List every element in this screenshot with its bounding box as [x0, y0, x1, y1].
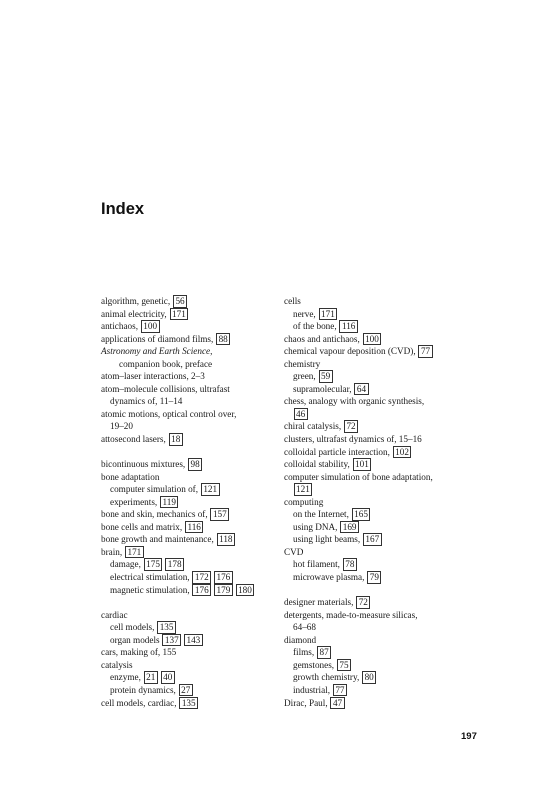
entry-text: cell models, [110, 622, 157, 633]
entry-text: chaos and antichaos, [284, 333, 363, 344]
entry-text: , [210, 346, 213, 357]
page-reference-link[interactable]: 102 [393, 446, 412, 459]
page-reference-link[interactable]: 171 [125, 546, 144, 559]
index-entry [284, 446, 462, 459]
entry-text: films, [293, 647, 317, 658]
entry-text: bone adaptation [101, 471, 160, 482]
index-entry [101, 697, 279, 710]
index-entry [284, 420, 462, 433]
page-reference-link[interactable]: 77 [418, 345, 432, 358]
entry-text: algorithm, genetic, [101, 296, 173, 306]
entry-text: protein dynamics, [110, 684, 179, 695]
index-entry [284, 295, 462, 308]
page-reference-link[interactable]: 56 [173, 295, 187, 308]
index-entry [101, 659, 279, 672]
entry-text: experiments, [110, 496, 160, 507]
index-entry [284, 308, 462, 321]
index-entry [101, 370, 279, 383]
page-reference-link[interactable]: 116 [185, 521, 203, 534]
entry-text: detergents, made-to-measure silicas, [284, 609, 418, 620]
page-reference-link[interactable]: 171 [170, 308, 189, 321]
page-reference-link[interactable]: 101 [353, 458, 372, 471]
index-entry [284, 433, 462, 446]
page-reference-link[interactable]: 18 [169, 433, 183, 446]
entry-text: atom–molecule collisions, ultrafast [101, 383, 230, 394]
index-entry [284, 609, 462, 622]
index-entry [284, 471, 462, 484]
index-entry [284, 533, 462, 546]
entry-text: companion book, preface [119, 358, 213, 369]
entry-text: designer materials, [284, 597, 356, 608]
index-entry [101, 320, 279, 333]
entry-text: green, [293, 371, 318, 382]
entry-text: chess, analogy with organic synthesis, [284, 396, 425, 407]
index-entry [284, 659, 462, 672]
index-entry [101, 558, 279, 571]
page-number: 197 [461, 731, 477, 742]
page-reference-link[interactable]: 178 [165, 558, 184, 571]
page-reference-link[interactable]: 47 [330, 697, 344, 710]
page-reference-link[interactable]: 98 [188, 458, 202, 471]
index-entry [101, 408, 279, 421]
index-entry [101, 571, 279, 584]
page-reference-link[interactable]: 75 [337, 659, 351, 672]
index-entry [284, 596, 462, 609]
page-reference-link[interactable]: 46 [294, 408, 308, 421]
index-entry [284, 370, 462, 383]
page-reference-link[interactable]: 87 [317, 646, 331, 659]
page-reference-link[interactable]: 137 [162, 634, 181, 647]
entry-text: bone cells and matrix, [101, 521, 185, 532]
page-reference-link[interactable]: 121 [294, 483, 313, 496]
entry-text: attosecond lasers, [101, 434, 169, 445]
index-entry [101, 395, 279, 408]
index-entry [284, 395, 462, 408]
entry-text: chiral catalysis, [284, 421, 344, 432]
page-reference-link[interactable]: 80 [362, 671, 376, 684]
entry-text: diamond [284, 634, 317, 645]
page-reference-link[interactable]: 64 [354, 383, 368, 396]
entry-text: Dirac, Paul, [284, 697, 330, 708]
page-reference-link[interactable]: 165 [352, 508, 371, 521]
index-entry [101, 646, 279, 659]
page-reference-link[interactable]: 169 [340, 521, 359, 534]
entry-text: nerve, [293, 308, 318, 319]
page-reference-link[interactable]: 175 [144, 558, 163, 571]
entry-text: growth chemistry, [293, 672, 362, 683]
index-entry [101, 609, 279, 622]
entry-text: electrical stimulation, [110, 572, 192, 583]
page-reference-link[interactable]: 171 [319, 308, 338, 321]
index-entry [284, 546, 462, 559]
index-entry [101, 420, 279, 433]
entry-text: organ models [110, 634, 162, 645]
index-entry [284, 671, 462, 684]
entry-spacer [101, 446, 279, 459]
entry-text: 64–68 [293, 622, 316, 633]
page-reference-link[interactable]: 40 [161, 671, 175, 684]
entry-text: gemstones, [293, 659, 337, 670]
entry-text: bicontinuous mixtures, [101, 459, 188, 470]
index-entry [101, 471, 279, 484]
entry-text: atomic motions, optical control over, [101, 408, 237, 419]
page-reference-link[interactable]: 27 [179, 684, 193, 697]
entry-text: cars, making of, 155 [101, 647, 177, 658]
page-reference-link[interactable]: 176 [214, 571, 233, 584]
entry-text: supramolecular, [293, 383, 354, 394]
index-entry [101, 496, 279, 509]
index-entry [101, 333, 279, 346]
index-entry [101, 684, 279, 697]
page-reference-link[interactable]: 116 [339, 320, 357, 333]
index-entry [284, 496, 462, 509]
entry-text: of the bone, [293, 321, 339, 332]
entry-text: cells [284, 296, 301, 306]
index-entry [101, 584, 279, 597]
entry-text: computer simulation of bone adaptation, [284, 471, 433, 482]
index-entry [284, 320, 462, 333]
index-entry [101, 671, 279, 684]
entry-text: using DNA, [293, 521, 340, 532]
entry-text-italic: Astronomy and Earth Science [101, 346, 211, 357]
index-entry [284, 558, 462, 571]
index-entry [284, 521, 462, 534]
page-reference-link[interactable]: 167 [363, 533, 382, 546]
page-reference-link[interactable]: 88 [216, 333, 230, 346]
entry-text: hot filament, [293, 559, 343, 570]
index-entry [284, 358, 462, 371]
page-reference-link[interactable]: 180 [236, 584, 255, 597]
entry-text: cardiac [101, 609, 128, 620]
entry-spacer [101, 596, 279, 609]
index-entry [101, 621, 279, 634]
entry-text: chemical vapour deposition (CVD), [284, 346, 418, 357]
page-reference-link[interactable]: 172 [192, 571, 211, 584]
page-reference-link[interactable]: 21 [144, 671, 158, 684]
index-entry [284, 345, 462, 358]
index-entry [101, 546, 279, 559]
page-reference-link[interactable]: 119 [160, 496, 178, 509]
entry-text: using light beams, [293, 534, 363, 545]
page-reference-link[interactable]: 179 [214, 584, 233, 597]
entry-text: chemistry [284, 358, 321, 369]
entry-spacer [284, 584, 462, 597]
page-reference-link[interactable]: 59 [319, 370, 333, 383]
index-entry [101, 533, 279, 546]
index-entry [101, 634, 279, 647]
entry-text: animal electricity, [101, 308, 170, 319]
page-reference-link[interactable]: 72 [344, 420, 358, 433]
index-entry [101, 308, 279, 321]
entry-text: industrial, [293, 684, 333, 695]
index-entry [101, 508, 279, 521]
entry-text: computer simulation of, [110, 484, 201, 495]
index-entry [284, 458, 462, 471]
entry-text: catalysis [101, 659, 133, 670]
page-reference-link[interactable]: 78 [343, 558, 357, 571]
page-reference-link[interactable]: 79 [367, 571, 381, 584]
page-reference-link[interactable]: 77 [333, 684, 347, 697]
entry-text: on the Internet, [293, 509, 352, 520]
page-reference-link[interactable]: 121 [201, 483, 220, 496]
index-entry [101, 483, 279, 496]
entry-text: computing [284, 496, 324, 507]
index-entry [284, 383, 462, 396]
entry-text: magnetic stimulation, [110, 584, 192, 595]
index-entry [284, 408, 462, 421]
page-reference-link[interactable]: 157 [210, 508, 229, 521]
entry-text: colloidal stability, [284, 459, 353, 470]
entry-text: CVD [284, 546, 304, 557]
entry-text: antichaos, [101, 321, 141, 332]
page-reference-link[interactable]: 135 [157, 621, 176, 634]
entry-text: bone growth and maintenance, [101, 534, 217, 545]
index-entry [101, 383, 279, 396]
index-entry [101, 433, 279, 446]
page-reference-link[interactable]: 135 [179, 697, 198, 710]
index-entry [101, 358, 279, 371]
entry-text: microwave plasma, [293, 572, 367, 583]
index-column-left [101, 295, 279, 709]
page-reference-link[interactable]: 100 [141, 320, 160, 333]
index-entry [284, 508, 462, 521]
index-entry [101, 295, 279, 308]
index-entry [284, 684, 462, 697]
index-entry [284, 634, 462, 647]
page-reference-link[interactable]: 72 [356, 596, 370, 609]
entry-text: clusters, ultrafast dynamics of, 15–16 [284, 434, 422, 445]
entry-text: brain, [101, 546, 125, 557]
entry-text: colloidal particle interaction, [284, 446, 393, 457]
entry-text: dynamics of, 11–14 [110, 396, 183, 407]
index-entry [101, 521, 279, 534]
index-entry [284, 333, 462, 346]
entry-text: cell models, cardiac, [101, 697, 179, 708]
entry-text: applications of diamond films, [101, 333, 216, 344]
page-reference-link[interactable]: 143 [184, 634, 203, 647]
entry-text: 19–20 [110, 421, 133, 432]
entry-text: atom–laser interactions, 2–3 [101, 371, 205, 382]
index-entry [284, 483, 462, 496]
entry-text: damage, [110, 559, 144, 570]
index-entry [284, 646, 462, 659]
index-entry [101, 458, 279, 471]
entry-text: enzyme, [110, 672, 144, 683]
index-entry [284, 571, 462, 584]
index-entry [101, 345, 279, 358]
index-entry [284, 621, 462, 634]
index-column-right [284, 295, 462, 709]
page-reference-link[interactable]: 118 [217, 533, 235, 546]
page-reference-link[interactable]: 100 [363, 333, 382, 346]
page-reference-link[interactable]: 176 [192, 584, 211, 597]
index-entry [284, 697, 462, 710]
page-title: Index [101, 200, 145, 218]
entry-text: bone and skin, mechanics of, [101, 509, 210, 520]
